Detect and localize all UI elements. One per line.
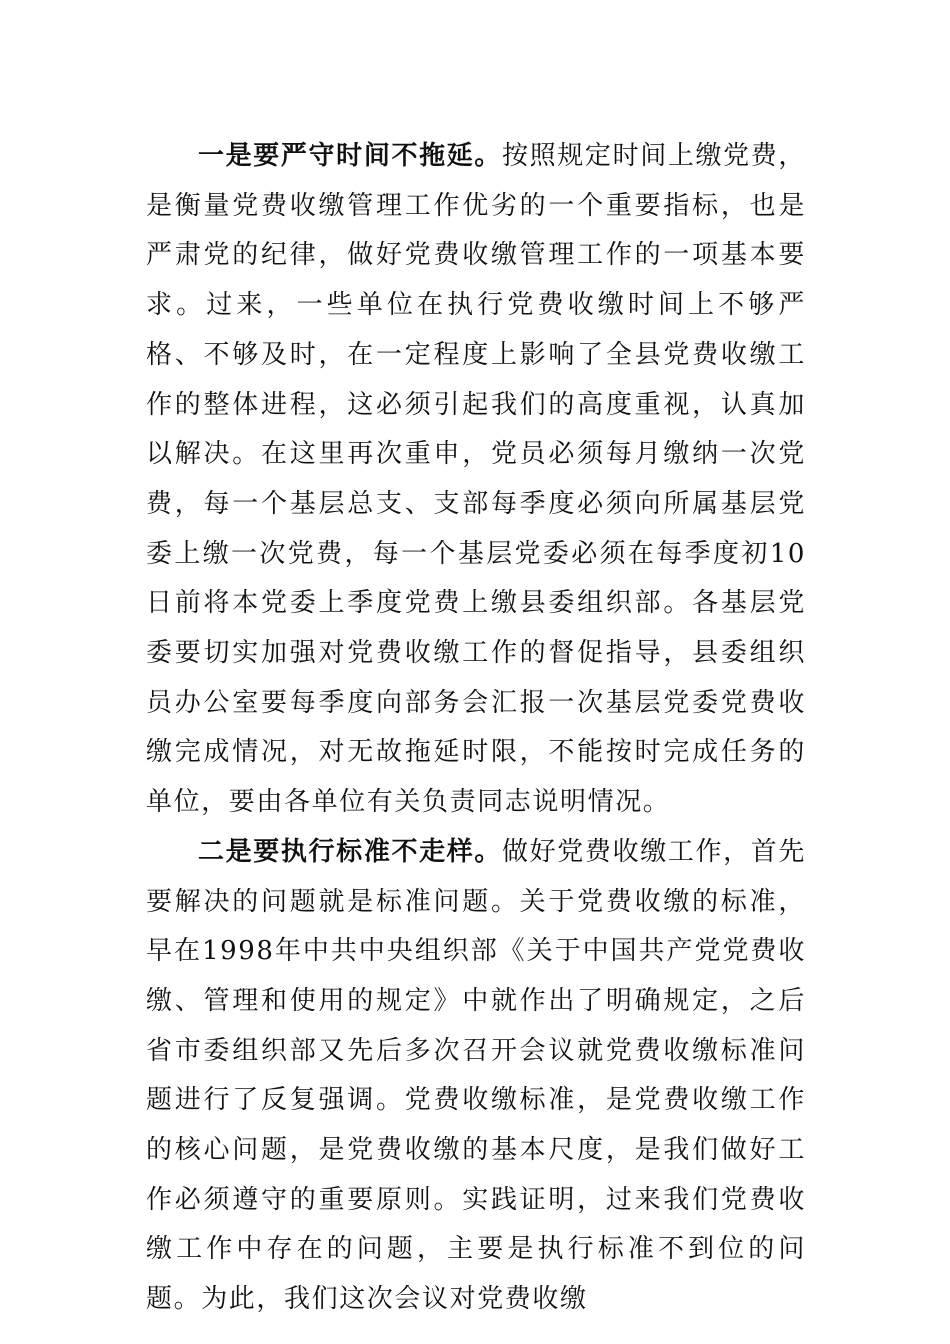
paragraph-body-text: 按照规定时间上缴党费，是衡量党费收缴管理工作优劣的一个重要指标，也是严肃党的纪律，做好党费收缴管理工作的一项基本要求。过来，一些单位在执行党费收缴时间上不够严格、不够及时，在一定程度上影响了全县党费收缴工作的整体进程，这必须引起我们的高度重视，认真加以解决。在这里再次重申，党员必须每月缴纳一次党费，每一个基层总支、支部每季度必须向所属基层党委上缴一次党费，每一个基层党委必须在每季度初10日前将本党委上季度党费上缴县委组织部。各基层党委要切实加强对党费收缴工作的督促指导，县委组织员办公室要每季度向部务会汇报一次基层党委党费收缴完成情况，对无故拖延时限，不能按时完成任务的单位，要由各单位有关负责同志说明情况。 <box>146 141 806 818</box>
paragraph-lead-heading: 一是要严守时间不拖延。 <box>198 141 503 171</box>
document-body <box>146 132 806 1325</box>
paragraph-body-text: 做好党费收缴工作，首先要解决的问题就是标准问题。关于党费收缴的标准，早在1998年中共中央组织部《关于中国共产党党费收缴、管理和使用的规定》中就作出了明确规定，之后省市委组织部又先后多次召开会议就党费收缴标准问题进行了反复强调。党费收缴标准，是党费收缴工作的核心问题，是党费收缴的基本尺度，是我们做好工作必须遵守的重要原则。实践证明，过来我们党费收缴工作中存在的问题，主要是执行标准不到位的问题。为此，我们这次会议对党费收缴 <box>146 836 806 1315</box>
paragraph-time <box>146 132 806 828</box>
paragraph-lead-heading: 二是要执行标准不走样。 <box>198 836 503 867</box>
paragraph-standard <box>146 828 806 1325</box>
